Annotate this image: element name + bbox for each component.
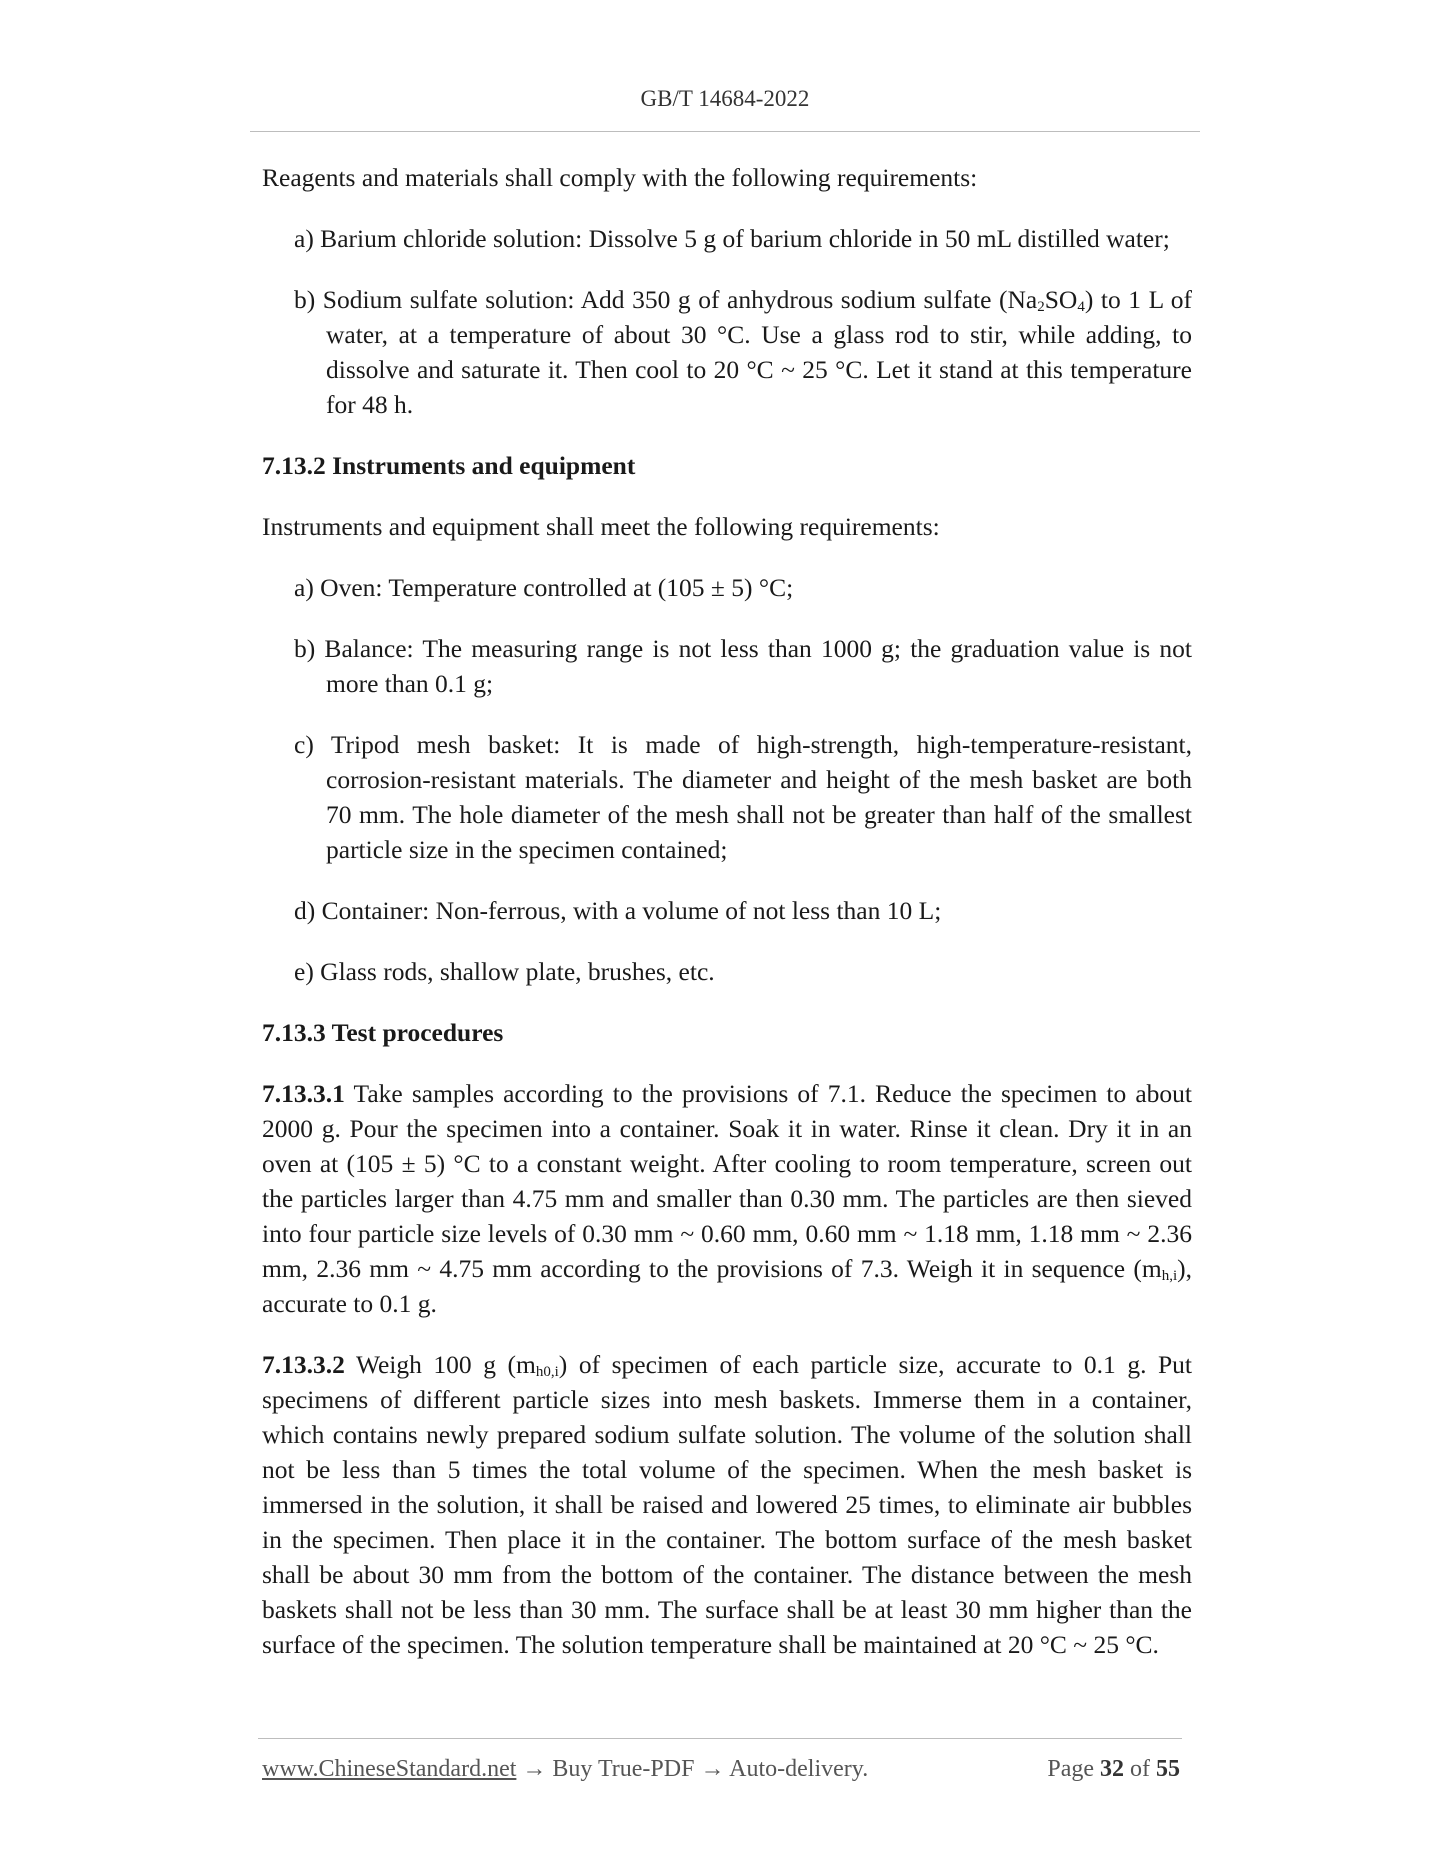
document-body [262,160,1192,1688]
arrow-right-icon: → [516,1756,553,1782]
instrument-item-c: c) Tripod mesh basket: It is made of high-strength, high-temperature-resistant, corrosion-resistant materials. The diameter and height of the mesh basket are both 70 mm. The hole diameter of the mesh shall not be greater than half of the smallest particle size in the specimen contained; [294,730,1192,864]
header-divider [250,131,1200,132]
instrument-item-a: a) Oven: Temperature controlled at (105 ± 5) °C; [294,573,794,602]
total-pages: 55 [1156,1756,1180,1782]
section-heading-instruments: 7.13.2 Instruments and equipment [262,451,636,480]
reagent-item-a: a) Barium chloride solution: Dissolve 5 g of barium chloride in 50 mL distilled water; [294,224,1170,253]
section-heading-procedures: 7.13.3 Test procedures [262,1018,504,1047]
footer-divider [258,1738,1182,1739]
instruments-intro: Instruments and equipment shall meet the following requirements: [262,512,940,541]
instrument-item-e: e) Glass rods, shallow plate, brushes, etc. [294,957,715,986]
procedure-paragraph-2: 7.13.3.2 Weigh 100 g $(m_{h0,i})$ of specimen of each particle size, accurate to 0.1 g. Put specimens of different particle sizes into mesh baskets. Immerse them in a container, which contains newly prepared sodium sulfate solution. The volume of the solution shall not be less than 5 times the total volume of the specimen. When the mesh basket is immersed in the solution, it shall be raised and lowered 25 times, to eliminate air bubbles in the specimen. Then place it in the container. The bottom surface of the mesh basket shall be about 30 mm from the bottom of the container. The distance between the mesh baskets shall not be less than 30 mm. The surface shall be at least 30 mm higher than the surface of the specimen. The solution temperature shall be maintained at 20 °C ~ 25 °C. [262,1350,1193,1659]
current-page: 32 [1100,1756,1124,1782]
reagents-intro: Reagents and materials shall comply with the following requirements: [262,163,978,192]
procedure-paragraph-1: 7.13.3.1 Take samples according to the provisions of 7.1. Reduce the specimen to about 2000 g. Pour the specimen into a container. Soak it in water. Rinse it clean. Dry it in an oven at (105 ± 5) °C to a constant weight. After cooling to room temperature, screen out the particles larger than 4.75 mm and smaller than 0.30 mm. The particles are then sieved into four particle size levels of 0.30 mm ~ 0.60 mm, 0.60 mm ~ 1.18 mm, 1.18 mm ~ 2.36 mm, 2.36 mm ~ 4.75 mm according to the provisions of 7.3. Weigh it in sequence $(m_{h,i})$, accurate to 0.1 g. [262,1079,1192,1318]
auto-delivery-text: Auto-delivery. [729,1756,869,1782]
reagent-item-b: b) Sodium sulfate solution: Add 350 g of anhydrous sodium sulfate $(Na_2SO_4)$ to 1 L of water, at a temperature of about 30 °C. Use a glass rod to stir, while adding, to dissolve and saturate it. Then cool to 20 °C ~ 25 °C. Let it stand at this temperature for 48 h. [294,285,1192,419]
instrument-item-b: b) Balance: The measuring range is not less than 1000 g; the graduation value is not more than 0.1 g; [294,634,1192,698]
footer-promo [262,1756,868,1783]
page-header: GB/T 14684-2022 [640,86,810,111]
page-number: Page 32 of 55 [1047,1756,1180,1782]
arrow-right-icon: → [694,1756,730,1782]
website-link[interactable]: www.ChineseStandard.net [262,1756,517,1782]
buy-pdf-text: Buy True-PDF [552,1756,695,1782]
instrument-item-d: d) Container: Non-ferrous, with a volume of not less than 10 L; [294,896,942,925]
